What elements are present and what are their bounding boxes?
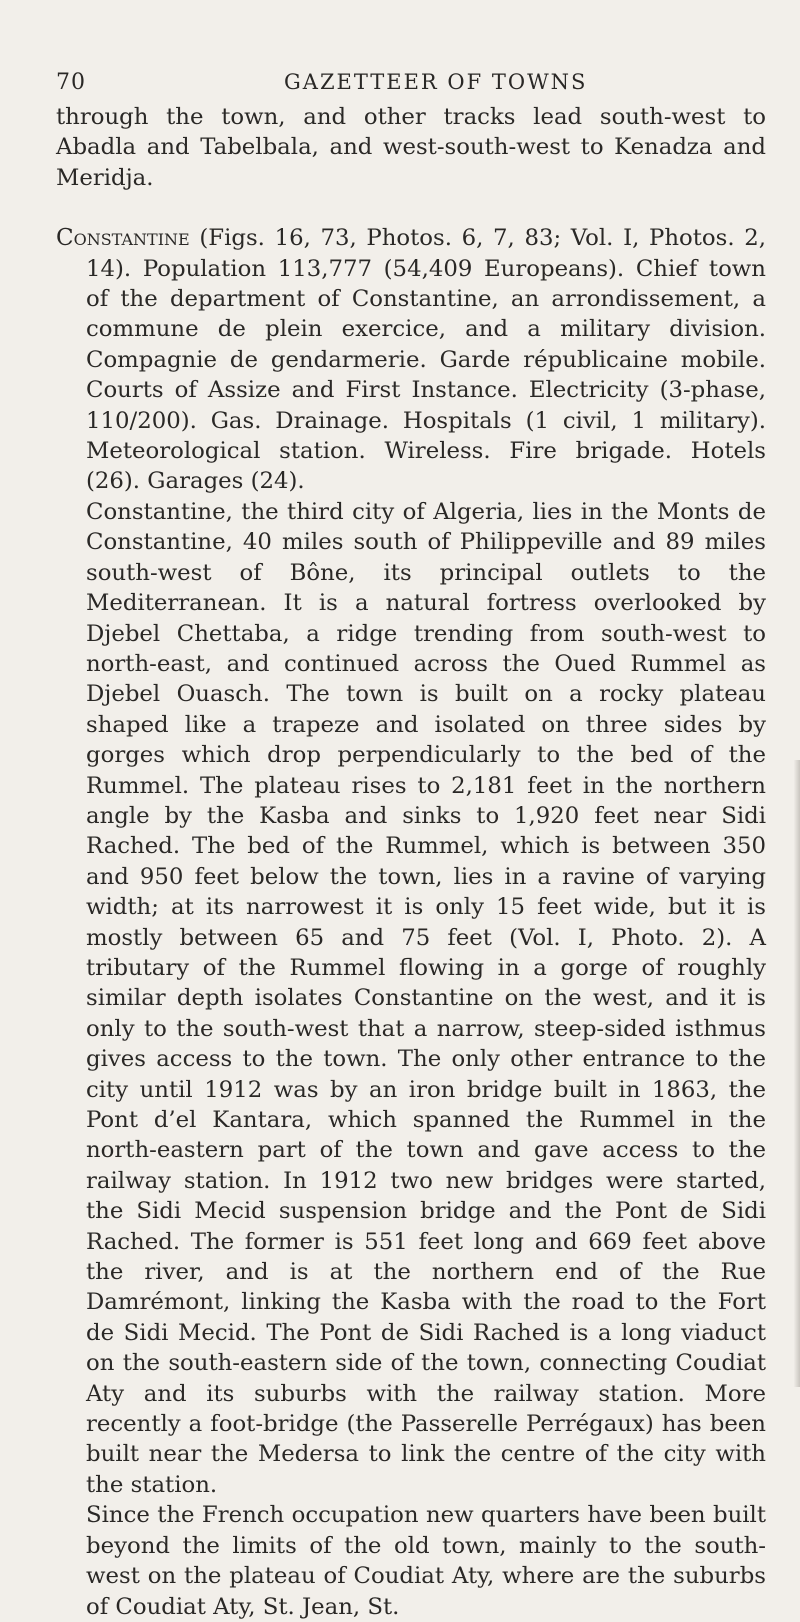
entry-paragraph-1 bbox=[56, 497, 766, 1500]
entry-heading-paragraph bbox=[56, 223, 766, 497]
continuation-paragraph: through the town, and other tracks lead south-west to Abadla and Tabelbala, and west-south-west to Kenadza and Meridja. bbox=[56, 104, 766, 191]
page-edge-shadow bbox=[794, 760, 800, 1387]
entry-paragraph-1-text: Constantine, the third city of Algeria, lies in the Monts de Constantine, 40 miles south of Philippeville and 89 miles south-west of Bône, its principal outlets to the Mediterranean. It is a natural fortress overlooked by Djebel Chettaba, a ridge trending from south-west to north-east, and continued across the Oued Rummel as Djebel Ouasch. The town is built on a rocky plateau shaped like a trapeze and isolated on three sides by gorges which drop perpendicularly to the bed of the Rummel. The plateau rises to 2,181 feet in the northern angle by the Kasba and sinks to 1,920 feet near Sidi Rached. The bed of the Rummel, which is between 350 and 950 feet below the town, lies in a ravine of varying width; at its narrowest it is only 15 feet wide, but it is mostly between 65 and 75 feet (Vol. I, Photo. 2). A tributary of the Rummel flowing in a gorge of roughly similar depth isolates Constantine on the west, and it is only to the south-west that a narrow, steep-sided isthmus gives access to the town. The only other entrance to the city until 1912 was by an iron bridge built in 1863, the Pont d’el Kantara, which spanned the Rummel in the north-eastern part of the town and gave access to the railway station. In 1912 two new bridges were started, the Sidi Mecid suspension bridge and the Pont de Sidi Rached. The former is 551 feet long and 669 feet above the river, and is at the northern end of the Rue Damrémont, linking the Kasba with the road to the Fort de Sidi Mecid. The Pont de Sidi Rached is a long viaduct on the south-eastern side of the town, connecting Coudiat Aty and its suburbs with the railway station. More recently a foot-bridge (the Passerelle Perrégaux) has been built near the Medersa to link the centre of the city with the station. bbox=[86, 498, 766, 1498]
entry-paragraph-2-text: Since the French occupation new quarters have been built beyond the limits of the old town, mainly to the south-west on the plateau of Coudiat Aty, where are the suburbs of Coudiat Aty, St. Jean, St. bbox=[86, 1502, 766, 1620]
running-head: GAZETTEER OF TOWNS bbox=[284, 70, 588, 94]
entry-summary: (Figs. 16, 73, Photos. 6, 7, 83; Vol. I, Photos. 2, 14). Population 113,777 (54,409 Europeans). Chief town of the department of Constantine, an arrondissement, a commune de plein exercice, and a military division. Compagnie de gendarmerie. Garde républicaine mobile. Courts of Assize and First Instance. Electricity (3-phase, 110/200). Gas. Drainage. Hospitals (1 civil, 1 military). Meteorological station. Wireless. Fire brigade. Hotels (26). Garages (24). bbox=[86, 225, 766, 495]
page-header bbox=[56, 70, 756, 104]
entry-paragraph-2 bbox=[56, 1500, 766, 1622]
page-number: 70 bbox=[56, 70, 86, 95]
entry-name: Constantine bbox=[56, 225, 190, 252]
body-text bbox=[56, 102, 766, 1622]
